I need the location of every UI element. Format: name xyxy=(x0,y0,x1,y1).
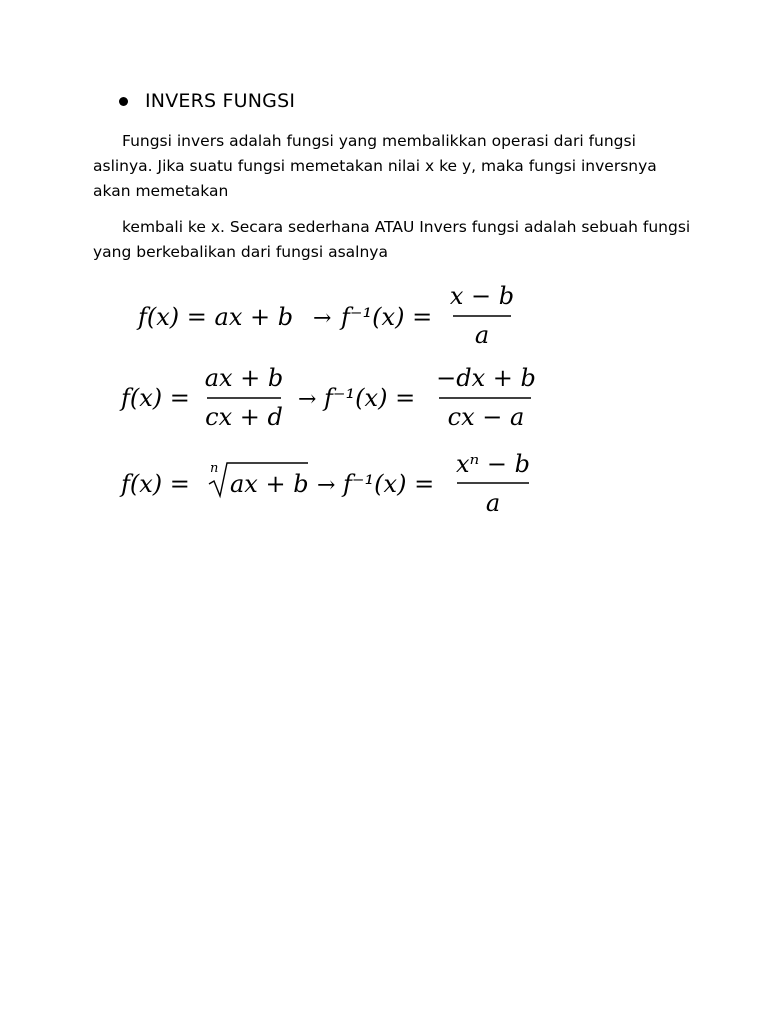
formula-1-lhs: f(x) = ax + b xyxy=(138,303,294,331)
arrow-icon: → xyxy=(317,473,336,498)
formula-3-inverse: f⁻¹(x) = xyxy=(343,470,435,498)
formula-1-inverse: f⁻¹(x) = xyxy=(341,303,433,331)
formula-2-lhs-numerator: ax + b xyxy=(204,364,284,392)
formula-3-lhs: f(x) = xyxy=(121,470,190,498)
paragraph-1 xyxy=(93,129,693,204)
formula-2-denominator: cx − a xyxy=(447,403,525,431)
root-index: n xyxy=(210,461,219,476)
section-heading xyxy=(119,90,295,112)
formula-root xyxy=(121,448,551,520)
paragraph-2 xyxy=(93,215,693,265)
formula-3-numerator: xⁿ − b xyxy=(456,450,530,478)
formula-2-numerator: −dx + b xyxy=(436,364,536,392)
formula-2-lhs: f(x) = xyxy=(121,384,190,412)
arrow-icon: → xyxy=(313,306,332,331)
bullet-icon xyxy=(119,97,128,106)
formula-1-numerator: x − b xyxy=(449,282,515,310)
paragraph-2-text: kembali ke x. Secara sederhana ATAU Invers fungsi adalah sebuah fungsi yang berkebalikan dari fungsi asalnya xyxy=(93,218,691,261)
formula-rational xyxy=(121,363,551,435)
formula-2-lhs-denominator: cx + d xyxy=(205,403,283,431)
formula-3-radicand: ax + b xyxy=(230,470,309,498)
formula-2-inverse: f⁻¹(x) = xyxy=(324,384,416,412)
formula-3-denominator: a xyxy=(485,489,501,517)
formula-linear xyxy=(138,280,538,350)
arrow-icon: → xyxy=(298,387,317,412)
formula-1-denominator: a xyxy=(474,321,490,349)
heading-text: INVERS FUNGSI xyxy=(145,90,296,112)
paragraph-1-text: Fungsi invers adalah fungsi yang membalikkan operasi dari fungsi aslinya. Jika suatu fungsi memetakan nilai x ke y, maka fungsi inversnya akan memetakan xyxy=(93,132,657,200)
